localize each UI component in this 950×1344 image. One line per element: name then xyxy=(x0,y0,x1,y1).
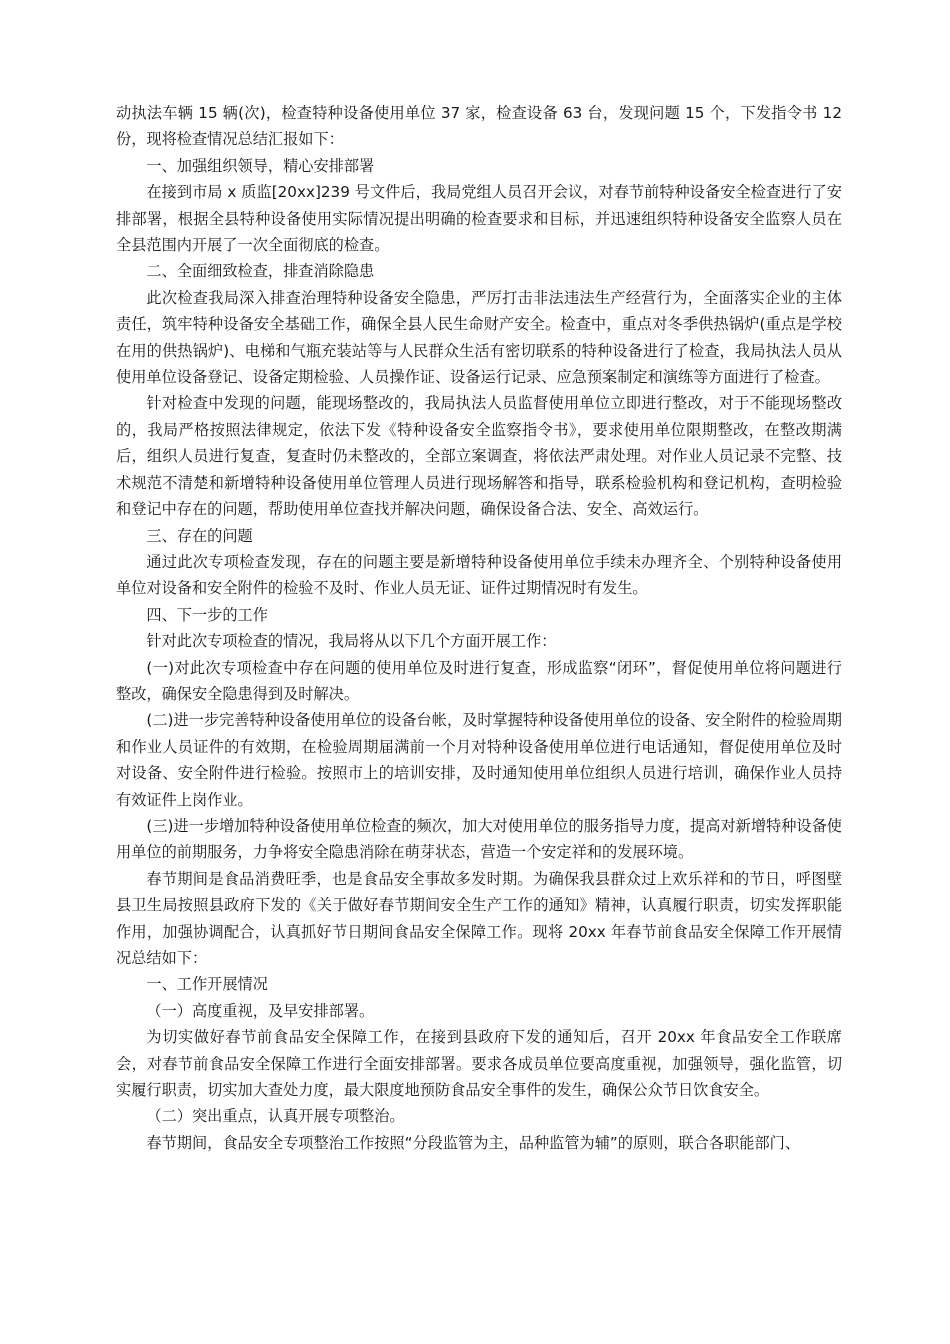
section-heading-5: 一、工作开展情况 xyxy=(146,975,268,994)
paragraph-4: 针对检查中发现的问题，能现场整改的，我局执法人员监督使用单位立即进行整改，对于不能现场整改的，我局严格按照法律规定，依法下发《特种设备安全监察指令书》，要求使用单位限期整改，在整改期满后，组织人员进行复查，复查时仍未整改的，全部立案调查，将依法严肃处理。对作业人员记录不完整、技术规范不清楚和新增特种设备使用单位管理人员进行现场解答和指导，联系检验机构和登记机构，查明检验和登记中存在的问题，帮助使用单位查找并解决问题，确保设备合法、安全、高效运行。 xyxy=(116,394,842,519)
paragraph-5: 通过此次专项检查发现，存在的问题主要是新增特种设备使用单位手续未办理齐全、个别特种设备使用单位对设备和安全附件的检验不及时、作业人员无证、证件过期情况时有发生。 xyxy=(116,552,842,598)
paragraph-7: 春节期间是食品消费旺季，也是食品安全事故多发时期。为确保我县群众过上欢乐祥和的节日，呼图壁县卫生局按照县政府下发的《关于做好春节期间安全生产工作的通知》精神，认真履行职责，切实发挥职能作用，加强协调配合，认真抓好节日期间食品安全保障工作。现将 20xx 年春节前食品安全保障工作开展情况总结如下： xyxy=(116,869,842,967)
paragraph-6: 针对此次专项检查的情况，我局将从以下几个方面开展工作： xyxy=(146,632,557,651)
paragraph-1: 动执法车辆 15 辆(次)，检查特种设备使用单位 37 家，检查设备 63 台，发现问题 15 个，下发指令书 12 份，现将检查情况总结汇报如下： xyxy=(116,104,842,149)
section-heading-1: 一、加强组织领导，精心安排部署 xyxy=(146,156,375,175)
document-body xyxy=(116,100,842,1156)
paragraph-8: 为切实做好春节前食品安全保障工作，在接到县政府下发的通知后，召开 20xx 年食品安全工作联席会，对春节前食品安全保障工作进行全面安排部署。要求各成员单位要高度重视，加强领导，强化监管，切实履行职责，切实加大查处力度，最大限度地预防食品安全事件的发生，确保公众节日饮食安全。 xyxy=(116,1028,842,1100)
paragraph-9: 春节期间，食品安全专项整治工作按照“分段监管为主，品种监管为辅”的原则，联合各职能部门、 xyxy=(146,1133,801,1152)
subheading-1: （一）高度重视，及早安排部署。 xyxy=(146,1001,375,1020)
subheading-2: （二）突出重点，认真开展专项整治。 xyxy=(146,1107,405,1126)
section-heading-4: 四、下一步的工作 xyxy=(146,605,268,624)
list-item-2: (二)进一步完善特种设备使用单位的设备台帐，及时掌握特种设备使用单位的设备、安全附件的检验周期和作业人员证件的有效期，在检验周期届满前一个月对特种设备使用单位进行电话通知，督促使用单位及时对设备、安全附件进行检验。按照市上的培训安排，及时通知使用单位组织人员进行培训，确保作业人员持有效证件上岗作业。 xyxy=(116,711,842,809)
paragraph-2: 在接到市局 x 质监[20xx]239 号文件后，我局党组人员召开会议，对春节前特种设备安全检查进行了安排部署，根据全县特种设备使用实际情况提出明确的检查要求和目标，并迅速组织特种设备安全监察人员在全县范围内开展了一次全面彻底的检查。 xyxy=(116,183,842,255)
section-heading-2: 二、全面细致检查，排查消除隐患 xyxy=(146,262,375,281)
list-item-3: (三)进一步增加特种设备使用单位检查的频次，加大对使用单位的服务指导力度，提高对新增特种设备使用单位的前期服务，力争将安全隐患消除在萌芽状态，营造一个安定祥和的发展环境。 xyxy=(116,816,842,862)
list-item-1: (一)对此次专项检查中存在问题的使用单位及时进行复查，形成监察“闭环”，督促使用单位将问题进行整改，确保安全隐患得到及时解决。 xyxy=(116,658,842,703)
section-heading-3: 三、存在的问题 xyxy=(146,526,253,545)
paragraph-3: 此次检查我局深入排查治理特种设备安全隐患，严厉打击非法违法生产经营行为，全面落实企业的主体责任，筑牢特种设备安全基础工作，确保全县人民生命财产安全。检查中，重点对冬季供热锅炉(重点是学校在用的供热锅炉)、电梯和气瓶充装站等与人民群众生活有密切联系的特种设备进行了检查，我局执法人员从使用单位设备登记、设备定期检验、人员操作证、设备运行记录、应急预案制定和演练等方面进行了检查。 xyxy=(116,288,842,387)
